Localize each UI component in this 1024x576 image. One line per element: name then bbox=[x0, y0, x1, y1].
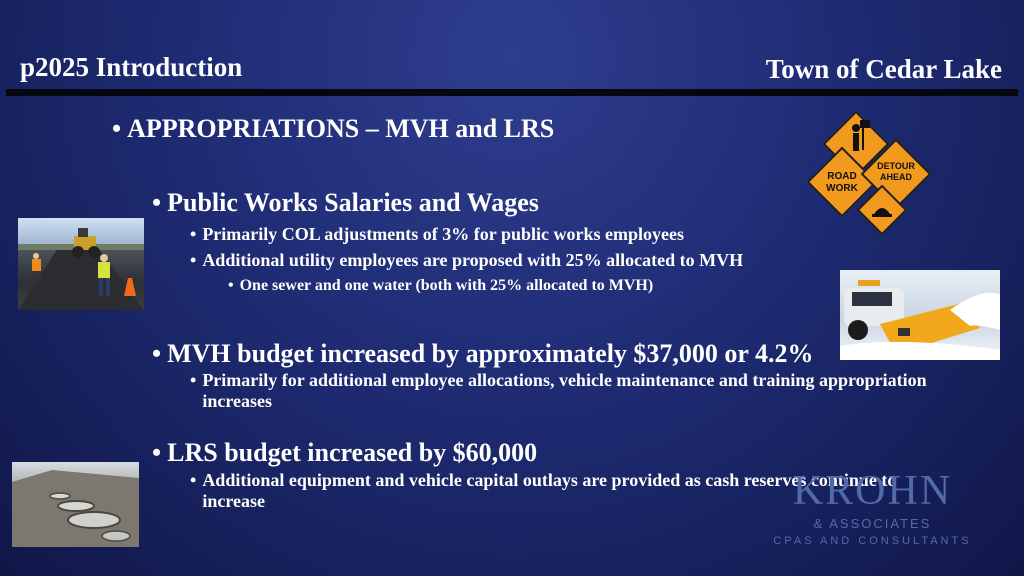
road-work-line-1: ROAD bbox=[827, 171, 857, 182]
slide-title: p2025 Introduction bbox=[20, 52, 243, 82]
mvh-title: MVH budget increased by approximately $37,000 or 4.2% bbox=[167, 339, 814, 368]
salaries-point-2-text: Additional utility employees are proposed with 25% allocated to MVH bbox=[202, 250, 744, 270]
salaries-point-1 bbox=[190, 224, 684, 245]
logo-associates: & ASSOCIATES bbox=[813, 516, 932, 531]
road-signs-graphic bbox=[808, 110, 936, 238]
worker-figure bbox=[32, 253, 41, 283]
title-divider bbox=[6, 89, 1018, 96]
pothole-photo bbox=[12, 462, 139, 547]
logo-name: KROHN bbox=[792, 468, 953, 514]
organization-name: Town of Cedar Lake bbox=[765, 54, 1002, 84]
lrs-title: LRS budget increased by $60,000 bbox=[167, 438, 538, 467]
salaries-title: Public Works Salaries and Wages bbox=[167, 188, 539, 217]
bullet-dot: • bbox=[190, 370, 197, 390]
bullet-dot: • bbox=[190, 470, 197, 490]
salaries-subpoint-text: One sewer and one water (both with 25% allocated to MVH) bbox=[239, 277, 654, 294]
mvh-bullet bbox=[152, 339, 814, 369]
heading-text: APPROPRIATIONS – MVH and LRS bbox=[127, 114, 555, 143]
salaries-point-1-text: Primarily COL adjustments of 3% for public works employees bbox=[202, 224, 684, 244]
detour-line-2: AHEAD bbox=[879, 172, 913, 182]
detour-line-1: DETOUR bbox=[877, 161, 915, 171]
bullet-dot: • bbox=[228, 277, 234, 294]
mvh-point-1-text: Primarily for additional employee allocations, vehicle maintenance and training appropriation increases bbox=[202, 370, 927, 411]
snowplow-photo bbox=[840, 270, 1000, 360]
salaries-point-2 bbox=[190, 250, 743, 271]
bullet-dot: • bbox=[152, 188, 162, 217]
lrs-bullet bbox=[152, 438, 537, 468]
salaries-subpoint bbox=[228, 277, 653, 295]
lrs-point-1-text: Additional equipment and vehicle capital outlays are provided as cash reserves continue to increase bbox=[202, 470, 897, 511]
bullet-dot: • bbox=[190, 250, 197, 270]
bullet-dot: • bbox=[112, 114, 122, 143]
bullet-dot: • bbox=[190, 224, 197, 244]
bullet-dot: • bbox=[152, 339, 162, 368]
road-work-photo bbox=[18, 218, 144, 310]
salaries-bullet bbox=[152, 188, 539, 218]
road-work-line-2: WORK bbox=[826, 183, 858, 194]
bullet-dot: • bbox=[152, 438, 162, 467]
mvh-point-1 bbox=[190, 370, 950, 412]
logo-tagline: CPAS AND CONSULTANTS bbox=[773, 535, 972, 547]
krohn-logo bbox=[765, 470, 980, 555]
appropriations-heading bbox=[112, 114, 554, 144]
